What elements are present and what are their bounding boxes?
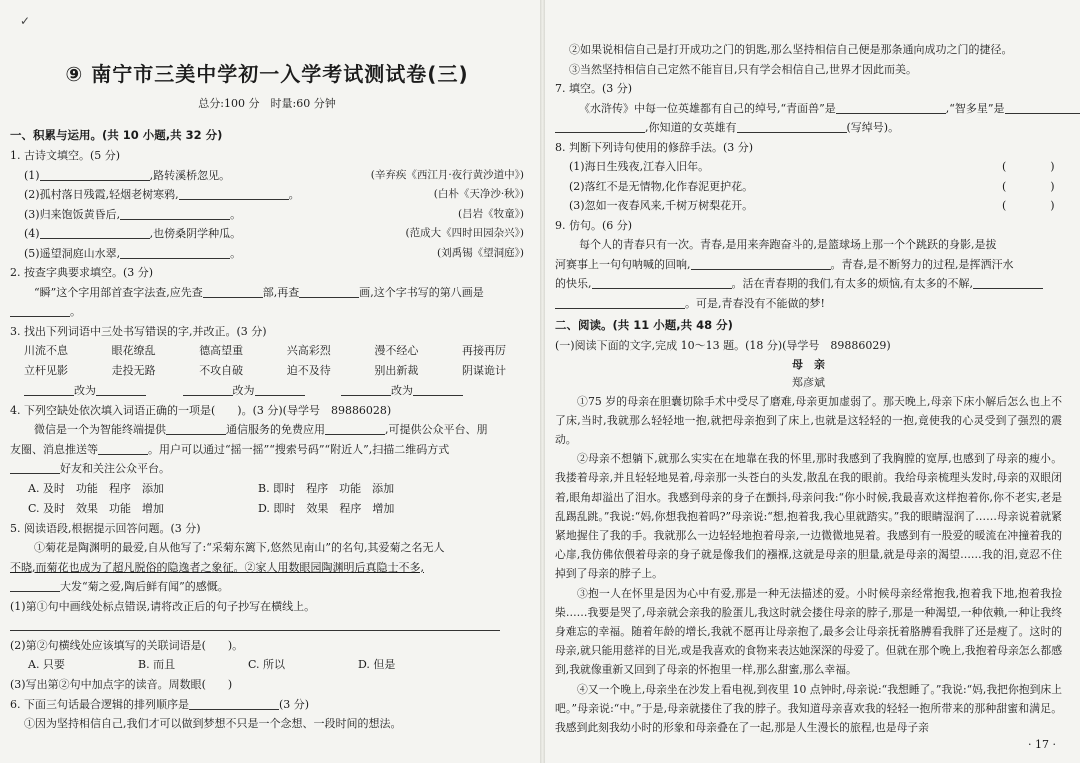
q2-line-1: “瞬”这个字用部首查字法查,应先查 部,再查 画,这个字书写的第八画是 [34,285,484,299]
page-number: · 17 · [1028,738,1056,751]
option-a[interactable]: A. 只要 [28,658,65,671]
q8-item-1: (1)海日生残夜,江春入旧年。 ( ) [569,160,1055,173]
article-paragraph-3: ③抱一人在怀里是因为心中有爱,那是一种无法描述的爱。小时候母亲经常抱我,抱着我下地,抱着我捡柴……我要是哭了,母亲就会亲我的脸蛋儿,我这时就会搂住母亲的脖子,那是一种渴望,一种依赖,一种让我终身难忘的幸福。随着年龄的增长,我就不愿再让母亲抱了,最多会让母亲抚着胳膊看我胖了还是瘦了。这时的母亲,就只能用慈祥的目光,或是我喜欢的食物来表达她深深的母爱了。但就在那个晚上,我抱着母亲怎么都感到,我就像重新又回到了母亲的怀抱里一样,那么甜蜜,那么幸福。 [555,586,1062,677]
q6-sentence-2: ②如果说相信自己是打开成功之门的钥匙,那么坚持相信自己便是那条通向成功之门的捷径。 [569,43,1013,56]
q2-heading: 2. 按查字典要求填空。(3 分) [10,266,154,279]
q9-line-2: 河赛事上一句句呐喊的回响, 。青春,是不断努力的过程,是挥洒汗水 [555,257,1014,271]
q3-correction-line: 改为 改为 改为 [10,381,524,401]
q6-sentence-1: ①因为坚持相信自己,我们才可以做到梦想不只是一个念想、一段时间的想法。 [24,717,402,730]
answer-blank[interactable] [40,168,150,181]
q1-line-2: (2)孤村落日残霞,轻烟老树寒鸦, 。 (白朴《天净沙·秋》) [24,188,524,201]
answer-blank[interactable] [299,285,359,298]
q5-sub-3: (3)写出第②句中加点字的读音。周数眼( ) [10,678,233,691]
q9-line-3: 的快乐, 。活在青春期的我们,有太多的烦恼,有太多的不解, [555,274,1062,294]
article-paragraph-1: ①75 岁的母亲在胆囊切除手术中受尽了磨难,母亲更加虚弱了。那天晚上,母亲下床小解后怎么也上不了床,当时,我就那么轻轻地一抱,就把母亲抱到了床上,也就是这轻轻的一抱,竟使我的心灵受到了强烈的震动。 [555,394,1062,446]
q4-options-cd [10,499,524,519]
answer-blank[interactable] [40,226,150,239]
q1-line-5: (5)遥望洞庭山水翠, 。 (刘禹锡《望洞庭》) [24,246,524,260]
q1-line-4: (4) ,也傍桑阴学种瓜。 (范成大《四时田园杂兴》) [24,227,524,240]
q6-heading: 6. 下面三句话最合逻辑的排列顺序是 (3 分) [10,697,310,711]
q7-heading: 7. 填空。(3 分) [555,82,633,95]
q8-item-2: (2)落红不是无情物,化作春泥更护花。 ( ) [569,179,1055,193]
option-c[interactable]: C. 及时 效果 功能 增加 [28,501,165,515]
q8-heading: 8. 判断下列诗句使用的修辞手法。(3 分) [555,140,754,154]
answer-blank[interactable] [10,304,70,317]
article-title: 母 亲 [792,357,825,371]
q9-line-1: 每个人的青春只有一次。青春,是用来奔跑奋斗的,是篮球场上那一个个跳跃的身影,是拔 [579,238,997,251]
exam-title: ⑨ 南宁市三美中学初一入学考试测试卷(三) [65,62,469,86]
q5-sub-1: (1)第①句中画线处标点错误,请将改正后的句子抄写在横线上。 [10,599,316,613]
corner-checkmark: ✓ [20,14,31,28]
q1-line-1: (1) ,路转溪桥忽见。 (辛弃疾《西江月·夜行黄沙道中》) [24,168,524,182]
q5-heading: 5. 阅读语段,根据提示回答问题。(3 分) [10,521,201,535]
right-page [545,0,1080,763]
option-b[interactable]: B. 而且 [138,658,176,671]
answer-blank[interactable] [120,207,230,220]
article-paragraph-2: ②母亲不想躺下,就那么实实在在地靠在我的怀里,那时我感到了我胸膛的宽厚,也感到了母亲的瘦小。我搂着母亲,并且轻轻地晃着,母亲那一头苍白的头发,散乱在我的眼前。我给母亲梳理头发时,母亲的双眼闭着,眼角却溢出了泪水。我感到母亲的身子在颤抖,母亲问我:“你小时候,我最喜欢这样抱着你,你不老实,老是乱踢乱跳。”我说:“妈,你想我抱着吗?”母亲说:“想,抱着我,我心里就踏实。”我的眼睛湿润了……母亲说着就紧紧地握住了我的手。我就那么一边轻轻地抱着母亲,一边微微地晃着。我感到有一股爱的暖流在冲撞着我的心扉,我仿佛依偎着母亲的身子就是像我们的襁褓,这就是母亲的胆量,就是母亲的渴望……我的泪,竟忍不住掉到了母亲的脖子上。 [555,452,1062,581]
q4-line-2: 友圈、消息推送等 。用户可以通过“摇一摇”“搜索号码”“附近人”,扫描二维码方式 [10,442,450,456]
section-2-heading: 二、阅读。(共 11 小题,共 48 分) [555,318,733,332]
q5-sub-2: (2)第②句横线处应该填写的关联词语是( )。 [10,638,244,652]
q4-options-ab [10,479,524,499]
article-author: 郑彦斌 [792,375,825,389]
reading-intro: (一)阅读下面的文字,完成 10～13 题。(18 分)(导学号 89886029) [555,339,891,352]
q9-line-4: 。可是,青春没有不能做的梦! [555,294,1062,314]
option-b[interactable]: B. 即时 程序 功能 添加 [258,481,395,495]
answer-blank[interactable] [203,285,263,298]
section-1-heading: 一、积累与运用。(共 10 小题,共 32 分) [10,128,223,142]
q5-options [10,655,524,675]
q9-heading: 9. 仿句。(6 分) [555,218,633,232]
q3-words-row-1: 川流不息 眼花缭乱 德高望重 兴高彩烈 漫不经心 再接再厉 [24,344,506,357]
q5-passage-3: 大发“菊之爱,陶后鲜有闻”的感慨。 [10,577,524,597]
q3-heading: 3. 找出下列词语中三处书写错误的字,并改正。(3 分) [10,324,267,338]
option-c[interactable]: C. 所以 [248,658,286,671]
q1-line-3: (3)归来饱饭黄昏后, 。 (吕岩《牧童》) [24,207,524,221]
option-d[interactable]: D. 即时 效果 程序 增加 [258,501,395,515]
q5-passage-1: ①菊花是陶渊明的最爱,自从他写了:“采菊东篱下,悠然见南山”的名句,其爱菊之名无人 [34,541,445,554]
q7-line-2: ,你知道的女英雄有 (写绰号)。 [555,118,1062,138]
q5-sub-1-answer [10,616,524,636]
q4-line-1: 微信是一个为智能终端提供 通信服务的免费应用 ,可提供公众平台、朋 [34,423,488,436]
option-d[interactable]: D. 但是 [358,658,396,671]
q7-line-1: 《水浒传》中每一位英雄都有自己的绰号,“青面兽”是 ,“智多星”是 [555,99,1062,119]
q6-sentence-3: ③当然坚持相信自己定然不能盲目,只有学会相信自己,世界才因此而美。 [569,62,917,76]
q1-heading: 1. 古诗文填空。(5 分) [10,149,121,162]
answer-blank[interactable] [179,187,289,200]
q3-words-row-2: 立杆见影 走投无路 不攻自破 迫不及待 别出新裁 阴谋诡计 [24,364,506,377]
option-a[interactable]: A. 及时 功能 程序 添加 [28,481,164,495]
q4-heading: 4. 下列空缺处依次填入词语正确的一项是( )。(3 分)(导学号 89886028) [10,403,392,417]
answer-blank[interactable] [120,246,230,259]
exam-subtitle: 总分:100 分 时量:60 分钟 [198,97,336,110]
q8-item-3: (3)忽如一夜春风来,千树万树梨花开。 ( ) [569,199,1055,212]
q2-line-2: 。 [10,302,524,322]
q5-passage-2: 不晓,而菊花也成为了超凡脱俗的隐逸者之象征。②家人用数眼园陶渊明后真隐士不多, [10,560,424,574]
article-paragraph-4: ④又一个晚上,母亲坐在沙发上看电视,到夜里 10 点钟时,母亲说:“我想睡了。”我说:“妈,我把你抱到床上吧。”母亲说:“中。”于是,母亲就搂住了我的脖子。我知道母亲喜欢我的轻轻一抱所带来的那种甜蜜和满足。我感到此刻我幼小时的形象和母亲叠在了一起,那是人生漫长的旅程,也是母子亲 [555,682,1062,734]
q4-line-3: 好友和关注公众平台。 [10,459,524,479]
